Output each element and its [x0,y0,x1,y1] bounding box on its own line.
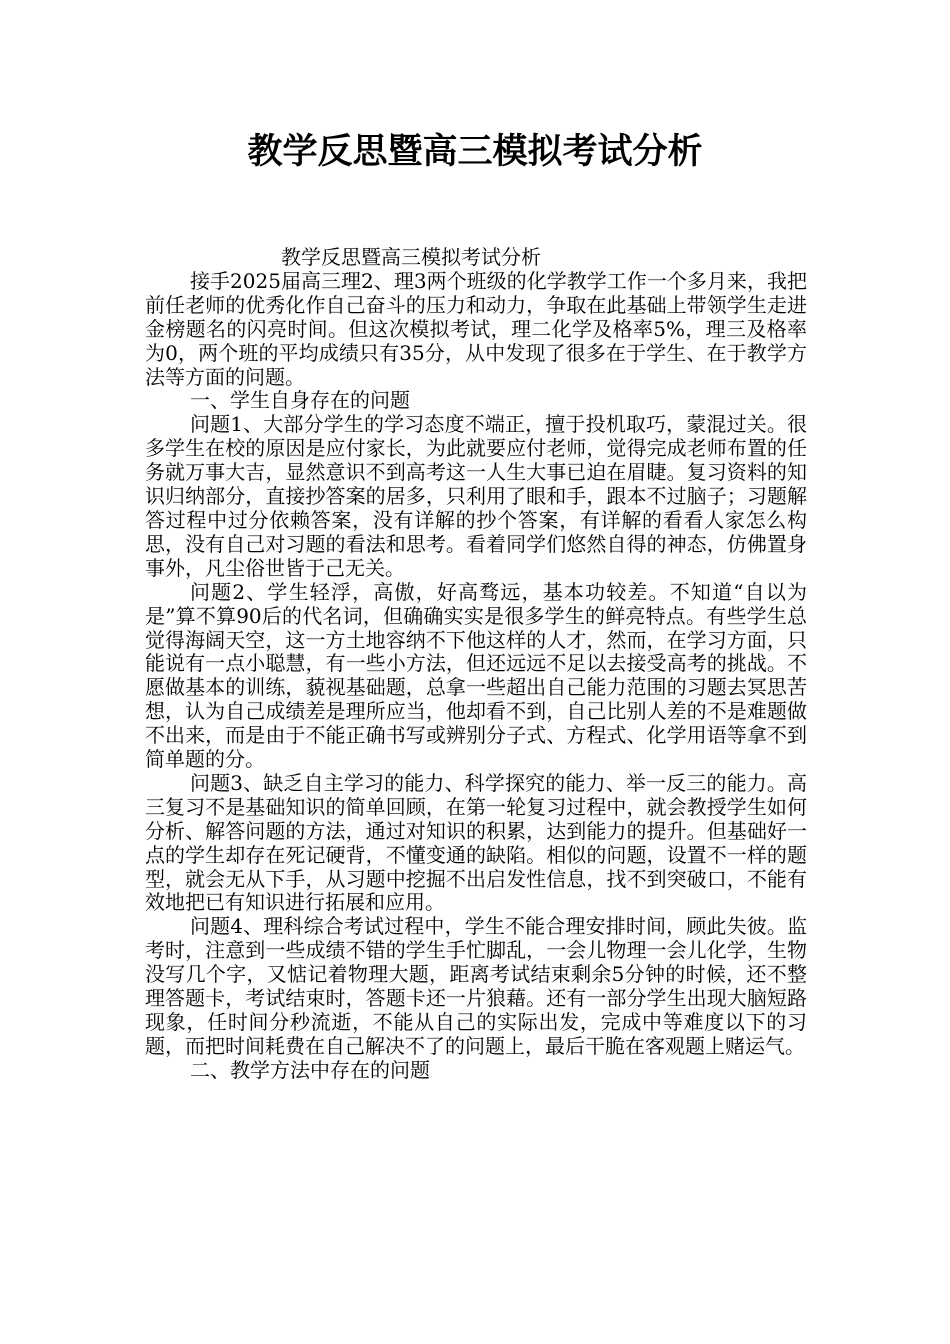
subtitle: 教学反思暨高三模拟考试分析 [281,245,541,269]
intro-paragraph: 接手2025届高三理2、理3两个班级的化学教学工作一个多月来，我把前任老师的优秀化作自己奋斗的压力和动力，争取在此基础上带领学生走进金榜题名的闪亮时间。但这次模拟考试，理二化学及格率5%，理三及格率为0，两个班的平均成绩只有35分，从中发现了很多在于学生、在于教学方法等方面的问题。 [145,268,807,389]
problem-4-paragraph: 问题4、理科综合考试过程中，学生不能合理安排时间，顾此失彼。监考时，注意到一些成绩不错的学生手忙脚乱，一会儿物理一会儿化学，生物没写几个字，又惦记着物理大题，距离考试结束剩余5分钟的时候，还不整理答题卡，考试结束时，答题卡还一片狼藉。还有一部分学生出现大脑短路现象，任时间分秒流逝，不能从自己的实际出发，完成中等难度以下的习题，而把时间耗费在自己解决不了的问题上，最后干脆在客观题上赌运气。 [145,914,807,1058]
section-heading-1: 一、学生自身存在的问题 [190,388,410,413]
document-body [145,246,807,1083]
problem-3-paragraph: 问题3、缺乏自主学习的能力、科学探究的能力、举一反三的能力。高三复习不是基础知识的简单回顾，在第一轮复习过程中，就会教授学生如何分析、解答问题的方法，通过对知识的积累，达到能力的提升。但基础好一点的学生却存在死记硬背，不懂变通的缺陷。相似的问题，设置不一样的题型，就会无从下手，从习题中挖掘不出启发性信息，找不到突破口，不能有效地把已有知识进行拓展和应用。 [145,770,807,915]
section-heading-2: 二、教学方法中存在的问题 [190,1057,430,1082]
problem-1-paragraph: 问题1、大部分学生的学习态度不端正，擅于投机取巧，蒙混过关。很多学生在校的原因是应付家长，为此就要应付老师，觉得完成老师布置的任务就万事大吉，显然意识不到高考这一人生大事已迫在眉睫。复习资料的知识归纳部分，直接抄答案的居多，只利用了眼和手，跟本不过脑子；习题解答过程中过分依赖答案，没有详解的抄个答案，有详解的看看人家怎么构思，没有自己对习题的看法和思考。看着同学们悠然自得的神态，仿佛置身事外，凡尘俗世皆于己无关。 [145,412,807,580]
page-title: 教学反思暨高三模拟考试分析 [247,132,703,172]
problem-2-paragraph: 问题2、学生轻浮，高傲，好高骛远，基本功较差。不知道“自以为是”算不算90后的代名词，但确确实实是很多学生的鲜亮特点。有些学生总觉得海阔天空，这一方土地容纳不下他这样的人才，然而，在学习方面，只能说有一点小聪慧，有一些小方法，但还远远不足以去接受高考的挑战。不愿做基本的训练，藐视基础题，总拿一些超出自己能力范围的习题去冥思苦想，认为自己成绩差是理所应当，他却看不到，自己比别人差的不是难题做不出来，而是由于不能正确书写或辨别分子式、方程式、化学用语等拿不到简单题的分。 [145,579,807,772]
